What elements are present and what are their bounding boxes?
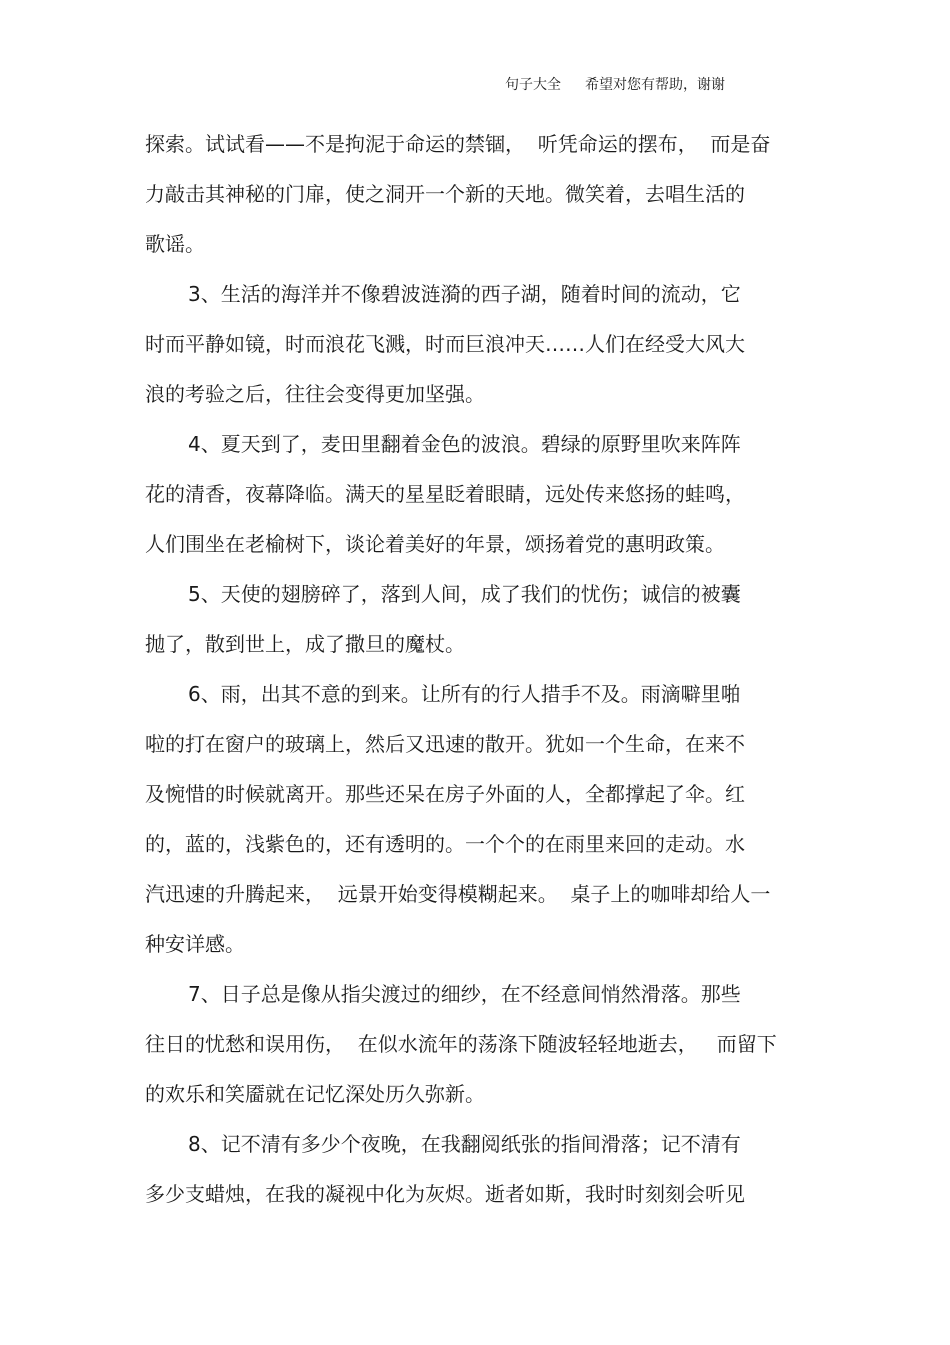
text-line: 种安详感。 <box>145 932 245 956</box>
text-line: 浪的考验之后，往往会变得更加坚强。 <box>145 382 485 406</box>
paragraph-start-line: 7、日子总是像从指尖渡过的细纱，在不经意间悄然滑落。那些 <box>188 982 741 1006</box>
paragraph-start-line: 6、雨，出其不意的到来。让所有的行人措手不及。雨滴噼里啪 <box>188 682 741 706</box>
text-line: 汽迅速的升腾起来， 远景开始变得模糊起来。 桌子上的咖啡却给人一 <box>145 882 771 906</box>
text-line: 往日的忧愁和误用伤， 在似水流年的荡涤下随波轻轻地逝去， 而留下 <box>145 1032 777 1056</box>
text-line: 的，蓝的，浅紫色的，还有透明的。一个个的在雨里来回的走动。水 <box>145 832 745 856</box>
paragraph-start-line: 4、夏天到了，麦田里翻着金色的波浪。碧绿的原野里吹来阵阵 <box>188 432 741 456</box>
header-note: 希望对您有帮助，谢谢 <box>585 77 725 93</box>
text-line: 花的清香，夜幕降临。满天的星星眨着眼睛，远处传来悠扬的蛙鸣， <box>145 482 745 506</box>
text-line: 抛了，散到世上，成了撒旦的魔杖。 <box>145 632 465 656</box>
text-line: 歌谣。 <box>145 232 205 256</box>
text-line: 及惋惜的时候就离开。那些还呆在房子外面的人，全都撑起了伞。红 <box>145 782 745 806</box>
header-title: 句子大全 <box>505 77 561 93</box>
text-line: 探索。试试看——不是拘泥于命运的禁锢， 听凭命运的摆布， 而是奋 <box>145 132 771 156</box>
text-line: 人们围坐在老榆树下，谈论着美好的年景，颂扬着党的惠明政策。 <box>145 532 725 556</box>
paragraph-start-line: 8、记不清有多少个夜晚，在我翻阅纸张的指间滑落；记不清有 <box>188 1132 741 1156</box>
paragraph-start-line: 3、生活的海洋并不像碧波涟漪的西子湖，随着时间的流动，它 <box>188 282 741 306</box>
text-line: 时而平静如镜，时而浪花飞溅，时而巨浪冲天……人们在经受大风大 <box>145 332 745 356</box>
text-line: 力敲击其神秘的门扉，使之洞开一个新的天地。微笑着，去唱生活的 <box>145 182 745 206</box>
paragraph-start-line: 5、天使的翅膀碎了，落到人间，成了我们的忧伤；诚信的被囊 <box>188 582 741 606</box>
text-line: 啦的打在窗户的玻璃上，然后又迅速的散开。犹如一个生命，在来不 <box>145 732 745 756</box>
text-line: 多少支蜡烛，在我的凝视中化为灰烬。逝者如斯，我时时刻刻会听见 <box>145 1182 745 1206</box>
text-line: 的欢乐和笑靥就在记忆深处历久弥新。 <box>145 1082 485 1106</box>
